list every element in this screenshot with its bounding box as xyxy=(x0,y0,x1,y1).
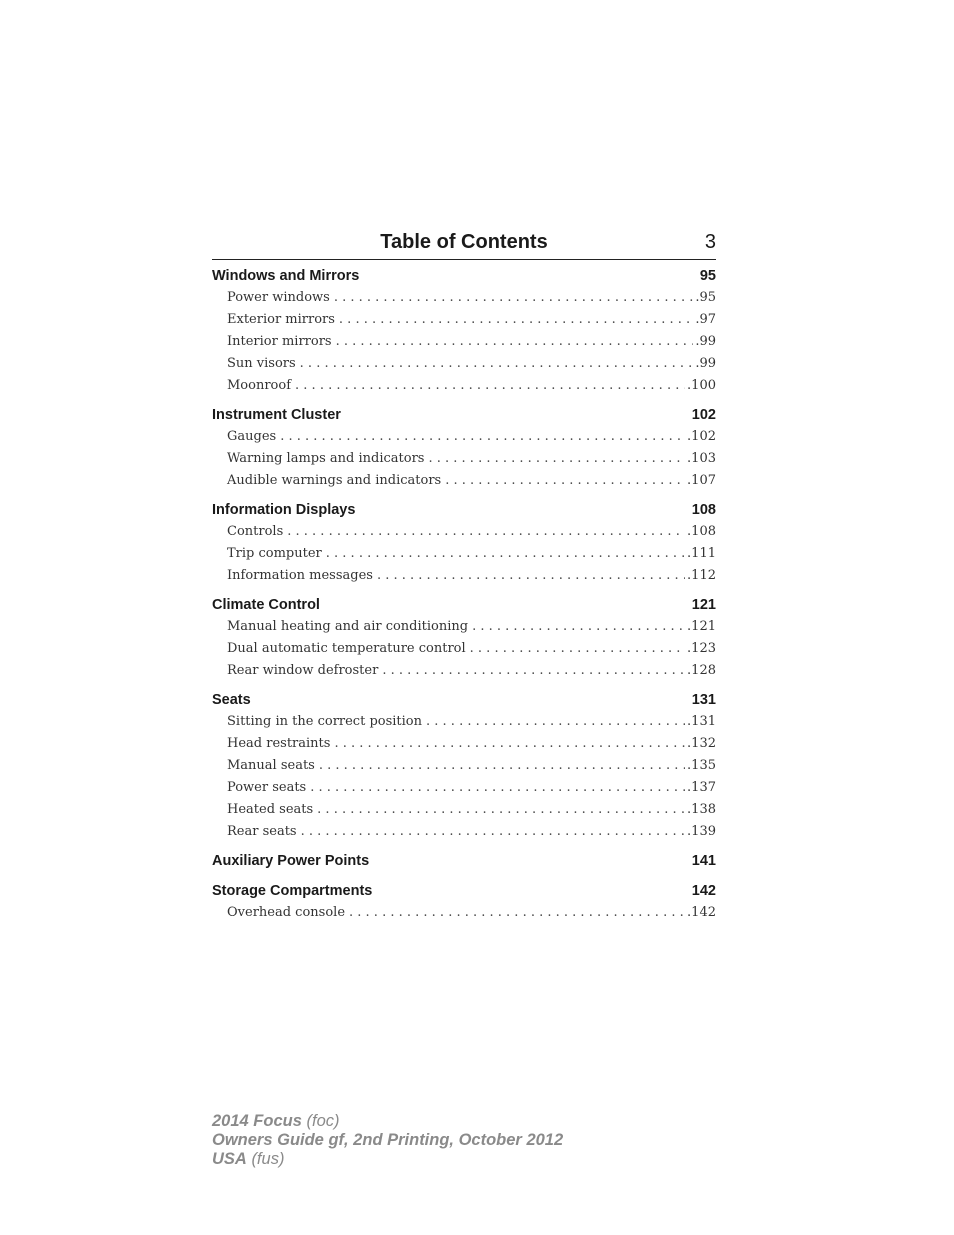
footer-model: 2014 Focus xyxy=(212,1112,302,1130)
toc-entry[interactable] xyxy=(212,799,716,821)
entry-label: Power seats xyxy=(227,780,307,796)
toc-entry[interactable] xyxy=(212,616,716,638)
toc-entry[interactable] xyxy=(212,777,716,799)
toc-section xyxy=(212,594,716,682)
dot-leader xyxy=(428,448,685,470)
entry-page-number: .99 xyxy=(695,355,716,371)
dot-leader xyxy=(349,902,685,924)
entry-page-number: .102 xyxy=(687,428,716,444)
section-page-number: 141 xyxy=(691,853,716,870)
toc-entry[interactable] xyxy=(212,287,716,309)
entry-label: Warning lamps and indicators xyxy=(227,450,425,466)
section-page-number: 142 xyxy=(691,882,716,899)
toc-entry[interactable] xyxy=(212,521,716,543)
footer-market: USA xyxy=(212,1150,247,1168)
section-title: Windows and Mirrors xyxy=(212,268,360,284)
toc-entry[interactable] xyxy=(212,543,716,565)
toc-section xyxy=(212,689,716,842)
section-page-number: 108 xyxy=(691,502,716,519)
footer-guide: Owners Guide gf, 2nd Printing, October 2012 xyxy=(212,1131,564,1149)
entry-page-number: .123 xyxy=(687,641,716,657)
entry-page-number: .99 xyxy=(695,333,716,349)
entry-page-number: .97 xyxy=(695,311,716,327)
entry-page-number: .112 xyxy=(687,567,716,583)
section-title: Information Displays xyxy=(212,502,356,519)
entry-label: Sitting in the correct position xyxy=(227,714,423,730)
entry-label: Controls xyxy=(227,524,284,540)
dot-leader xyxy=(334,287,693,309)
dot-leader xyxy=(310,777,685,799)
toc-entry[interactable] xyxy=(212,638,716,660)
page-title: Table of Contents xyxy=(380,231,548,253)
section-title: Storage Compartments xyxy=(212,882,373,899)
toc-entry[interactable] xyxy=(212,733,716,755)
footer-model-code: (foc) xyxy=(306,1112,340,1130)
entry-label: Dual automatic temperature control xyxy=(227,641,466,657)
toc-section-heading[interactable] xyxy=(212,880,716,902)
dot-leader xyxy=(426,711,685,733)
dot-leader xyxy=(336,331,694,353)
entry-label: Power windows xyxy=(227,290,330,305)
toc-section xyxy=(212,265,716,396)
entry-label: Head restraints xyxy=(227,736,331,752)
dot-leader xyxy=(295,375,685,397)
toc-entry[interactable] xyxy=(212,375,716,397)
toc-entry[interactable] xyxy=(212,309,716,331)
dot-leader xyxy=(334,733,685,755)
toc-section xyxy=(212,404,716,492)
toc-entry[interactable] xyxy=(212,470,716,492)
entry-page-number: .95 xyxy=(695,290,716,305)
toc-entry[interactable] xyxy=(212,711,716,733)
entry-label: Information messages xyxy=(227,567,373,583)
entry-label: Rear window defroster xyxy=(227,663,379,679)
dot-leader xyxy=(317,799,685,821)
entry-page-number: .121 xyxy=(687,619,716,635)
toc-entry[interactable] xyxy=(212,331,716,353)
toc-section-heading[interactable] xyxy=(212,850,716,872)
toc-section-heading[interactable] xyxy=(212,689,716,711)
dot-leader xyxy=(470,638,685,660)
entry-label: Heated seats xyxy=(227,802,314,818)
entry-page-number: .138 xyxy=(687,802,716,818)
entry-page-number: .128 xyxy=(687,663,716,679)
footer-line-guide xyxy=(212,1131,563,1150)
toc-section-heading[interactable] xyxy=(212,265,716,287)
entry-label: Gauges xyxy=(227,428,277,444)
dot-leader xyxy=(377,565,685,587)
toc-entry[interactable] xyxy=(212,660,716,682)
section-title: Auxiliary Power Points xyxy=(212,853,370,870)
entry-page-number: .142 xyxy=(687,904,716,920)
dot-leader xyxy=(280,426,685,448)
toc-section-heading[interactable] xyxy=(212,499,716,521)
section-page-number: 102 xyxy=(691,406,716,423)
dot-leader xyxy=(300,353,694,375)
entry-page-number: .108 xyxy=(687,524,716,540)
entry-label: Overhead console xyxy=(227,904,346,920)
dot-leader xyxy=(287,521,685,543)
section-page-number: 95 xyxy=(699,268,716,284)
page-header xyxy=(212,229,716,260)
entry-label: Manual heating and air conditioning xyxy=(227,619,469,635)
toc-entry[interactable] xyxy=(212,821,716,843)
entry-label: Sun visors xyxy=(227,355,296,371)
entry-page-number: .100 xyxy=(687,377,716,393)
entry-label: Rear seats xyxy=(227,823,297,839)
table-of-contents xyxy=(212,265,716,931)
toc-section xyxy=(212,850,716,872)
dot-leader xyxy=(339,309,693,331)
toc-section-heading[interactable] xyxy=(212,594,716,616)
toc-section-heading[interactable] xyxy=(212,404,716,426)
dot-leader xyxy=(472,616,685,638)
dot-leader xyxy=(301,821,685,843)
entry-page-number: .107 xyxy=(687,472,716,488)
dot-leader xyxy=(326,543,685,565)
entry-page-number: .135 xyxy=(687,758,716,774)
page-number: 3 xyxy=(704,231,716,253)
footer-line-model xyxy=(212,1112,563,1131)
toc-entry[interactable] xyxy=(212,353,716,375)
toc-entry[interactable] xyxy=(212,902,716,924)
entry-label: Audible warnings and indicators xyxy=(227,472,442,488)
entry-label: Exterior mirrors xyxy=(227,311,335,327)
toc-entry[interactable] xyxy=(212,755,716,777)
section-title: Instrument Cluster xyxy=(212,406,341,423)
toc-section xyxy=(212,499,716,587)
footer-market-code: (fus) xyxy=(251,1150,285,1168)
entry-label: Trip computer xyxy=(227,546,322,562)
toc-section xyxy=(212,880,716,924)
section-title: Climate Control xyxy=(212,597,320,614)
toc-entry[interactable] xyxy=(212,448,716,470)
entry-page-number: .103 xyxy=(687,450,716,466)
dot-leader xyxy=(319,755,685,777)
section-page-number: 131 xyxy=(691,692,716,709)
entry-page-number: .131 xyxy=(687,714,716,730)
dot-leader xyxy=(445,470,685,492)
entry-label: Interior mirrors xyxy=(227,333,332,349)
entry-page-number: .111 xyxy=(687,546,716,562)
toc-entry[interactable] xyxy=(212,565,716,587)
section-page-number: 121 xyxy=(691,597,716,614)
entry-page-number: .132 xyxy=(687,736,716,752)
entry-page-number: .137 xyxy=(687,780,716,796)
entry-label: Manual seats xyxy=(227,758,315,774)
footer-line-market xyxy=(212,1150,563,1169)
document-footer xyxy=(212,1112,563,1169)
entry-label: Moonroof xyxy=(227,377,292,393)
toc-entry[interactable] xyxy=(212,426,716,448)
dot-leader xyxy=(382,660,685,682)
entry-page-number: .139 xyxy=(687,823,716,839)
section-title: Seats xyxy=(212,692,251,709)
